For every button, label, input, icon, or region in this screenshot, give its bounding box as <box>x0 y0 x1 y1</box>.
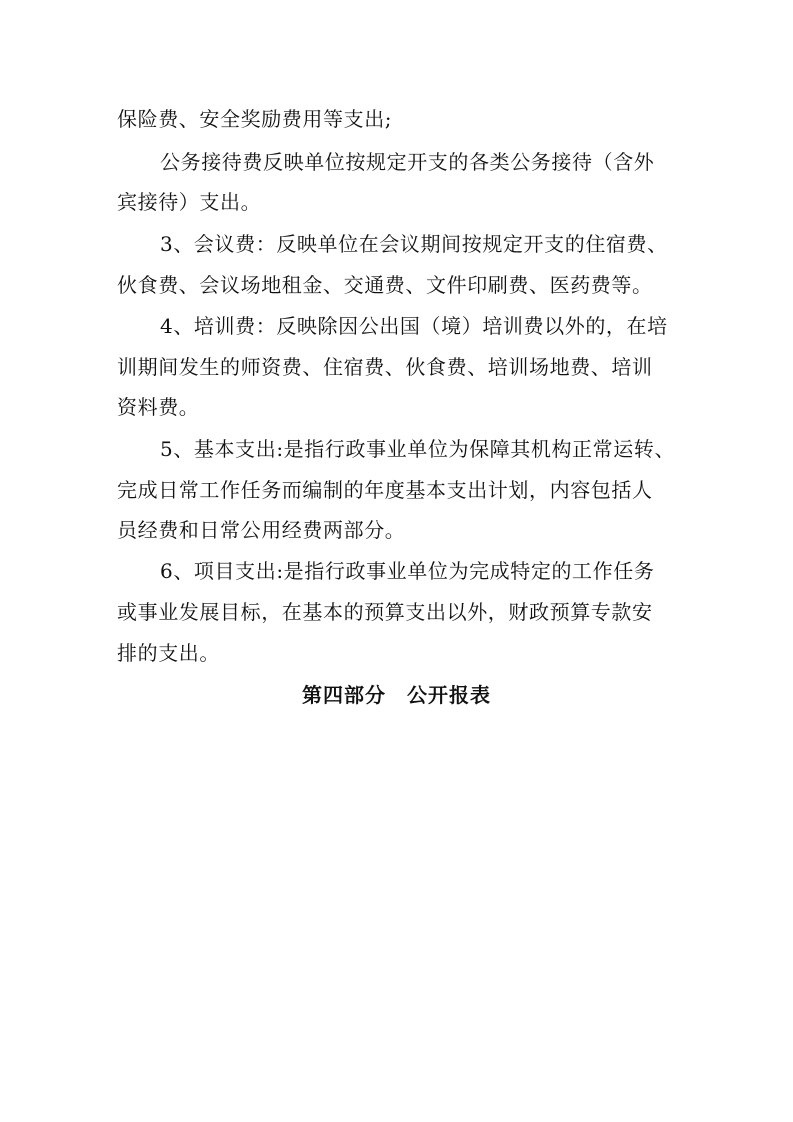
text-line: 3、会议费：反映单位在会议期间按规定开支的住宿费、 <box>160 232 668 256</box>
text-line: 训期间发生的师资费、住宿费、伙食费、培训场地费、培训 <box>117 355 653 379</box>
text-line: 伙食费、会议场地租金、交通费、文件印刷费、医药费等。 <box>117 273 653 297</box>
text-line: 排的支出。 <box>117 641 220 665</box>
text-line: 或事业发展目标，在基本的预算支出以外，财政预算专款安 <box>117 600 653 624</box>
text-line: 资料费。 <box>117 395 200 419</box>
text-line: 4、培训费：反映除因公出国（境）培训费以外的，在培 <box>160 314 668 338</box>
text-line: 公务接待费反映单位按规定开支的各类公务接待（含外 <box>160 150 655 174</box>
text-line: 完成日常工作任务而编制的年度基本支出计划，内容包括人 <box>117 478 653 502</box>
text-line: 宾接待）支出。 <box>117 190 262 214</box>
section-heading: 第四部分 公开报表 <box>302 683 491 707</box>
text-line: 员经费和日常公用经费两部分。 <box>117 518 406 542</box>
text-line: 6、项目支出:是指行政事业单位为完成特定的工作任务 <box>160 559 655 583</box>
text-line: 5、基本支出:是指行政事业单位为保障其机构正常运转、 <box>160 437 676 461</box>
text-line: 保险费、安全奖励费用等支出; <box>117 107 393 131</box>
